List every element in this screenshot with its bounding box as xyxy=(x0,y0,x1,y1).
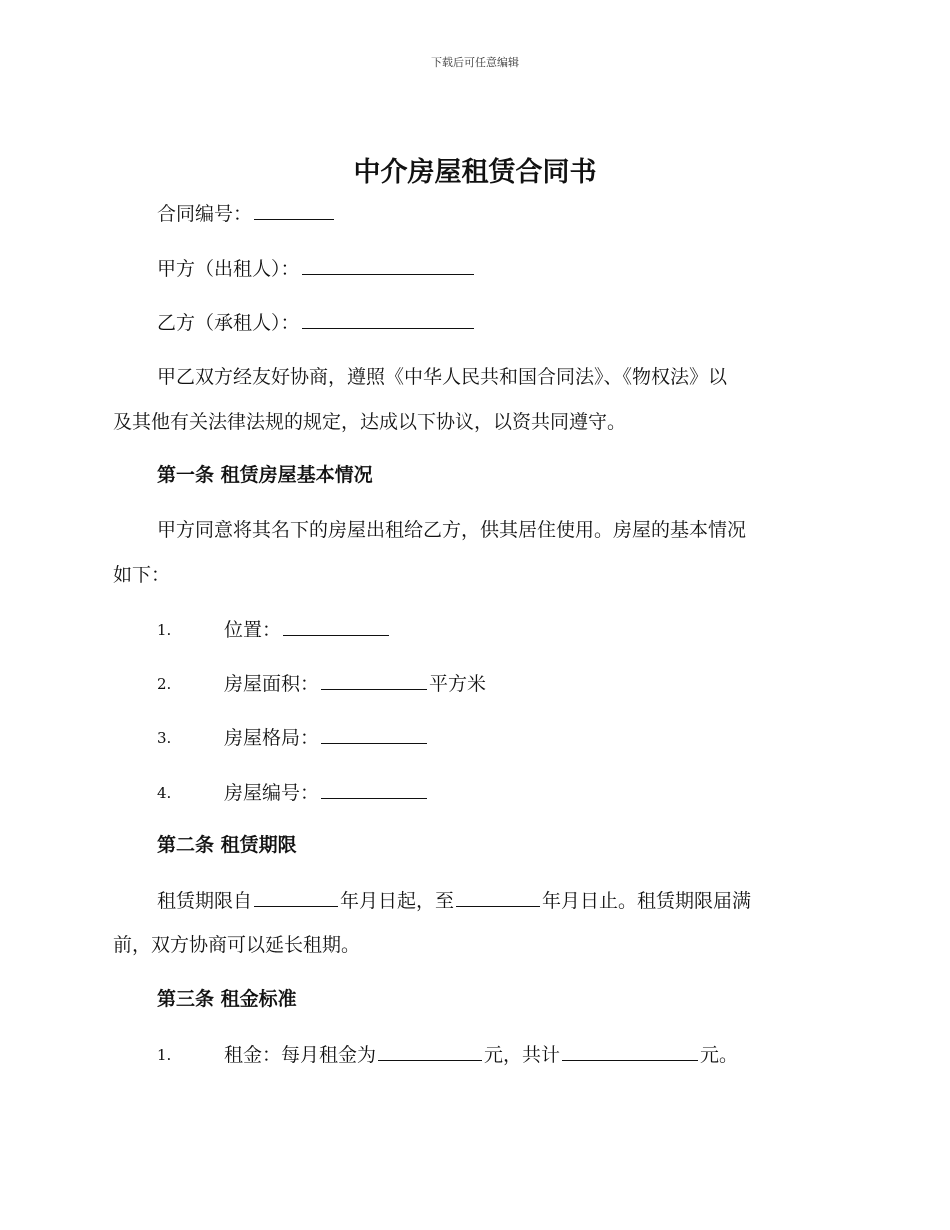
monthly-rent-blank[interactable] xyxy=(378,1041,482,1061)
party-a-blank[interactable] xyxy=(302,255,474,275)
area-line xyxy=(224,670,486,697)
lease-from-label: 租赁期限自 xyxy=(157,890,253,912)
rent-line xyxy=(224,1041,738,1068)
layout-blank[interactable] xyxy=(321,724,427,744)
layout-line xyxy=(224,724,429,751)
list-item xyxy=(157,670,171,697)
intro-line-1: 甲乙双方经友好协商，遵照《中华人民共和国合同法》、《物权法》以 xyxy=(157,366,728,388)
party-a-line xyxy=(157,255,476,282)
list-item-number: 4. xyxy=(157,784,172,802)
article-2-line-1 xyxy=(157,887,751,914)
lease-end-label: 年月日止。租赁期限届满 xyxy=(542,890,752,912)
article-2-heading: 第二条 租赁期限 xyxy=(157,834,297,856)
article-1-heading: 第一条 租赁房屋基本情况 xyxy=(157,464,373,486)
article-3-heading: 第三条 租金标准 xyxy=(157,988,297,1010)
article-1-para-line-1: 甲方同意将其名下的房屋出租给乙方，供其居住使用。房屋的基本情况 xyxy=(157,519,747,541)
contract-number-label: 合同编号： xyxy=(157,203,253,225)
area-unit: 平方米 xyxy=(429,673,487,695)
article-1-para-line-2: 如下： xyxy=(113,564,171,586)
area-blank[interactable] xyxy=(321,670,427,690)
party-b-label: 乙方（承租人）： xyxy=(157,312,300,334)
total-rent-blank[interactable] xyxy=(562,1041,698,1061)
list-item-number: 3. xyxy=(157,729,172,747)
article-2-line-2: 前，双方协商可以延长租期。 xyxy=(113,934,361,956)
layout-label: 房屋格局： xyxy=(224,727,320,749)
location-line xyxy=(224,616,391,643)
lease-start-blank[interactable] xyxy=(254,887,338,907)
lease-to-label: 年月日起，至 xyxy=(340,890,455,912)
list-item xyxy=(157,779,171,806)
list-item xyxy=(157,724,171,751)
list-item-number: 2. xyxy=(157,675,172,693)
contract-number-blank[interactable] xyxy=(254,200,334,220)
rent-unit: 元。 xyxy=(700,1044,739,1066)
area-label: 房屋面积： xyxy=(224,673,320,695)
rent-label: 租金：每月租金为 xyxy=(224,1044,377,1066)
page-title: 中介房屋租赁合同书 xyxy=(353,157,597,188)
party-b-blank[interactable] xyxy=(302,309,474,329)
header-note: 下载后可任意编辑 xyxy=(431,56,519,69)
list-item xyxy=(157,1041,171,1068)
location-label: 位置： xyxy=(224,619,282,641)
rent-total-label: 元，共计 xyxy=(484,1044,561,1066)
intro-line-2: 及其他有关法律法规的规定，达成以下协议，以资共同遵守。 xyxy=(113,411,627,433)
list-item-number: 1. xyxy=(157,1046,172,1064)
contract-number-line xyxy=(157,200,336,227)
house-number-line xyxy=(224,779,429,806)
party-a-label: 甲方（出租人）： xyxy=(157,258,300,280)
party-b-line xyxy=(157,309,476,336)
lease-end-blank[interactable] xyxy=(456,887,540,907)
list-item xyxy=(157,616,171,643)
location-blank[interactable] xyxy=(283,616,389,636)
list-item-number: 1. xyxy=(157,621,172,639)
house-number-blank[interactable] xyxy=(321,779,427,799)
house-number-label: 房屋编号： xyxy=(224,782,320,804)
